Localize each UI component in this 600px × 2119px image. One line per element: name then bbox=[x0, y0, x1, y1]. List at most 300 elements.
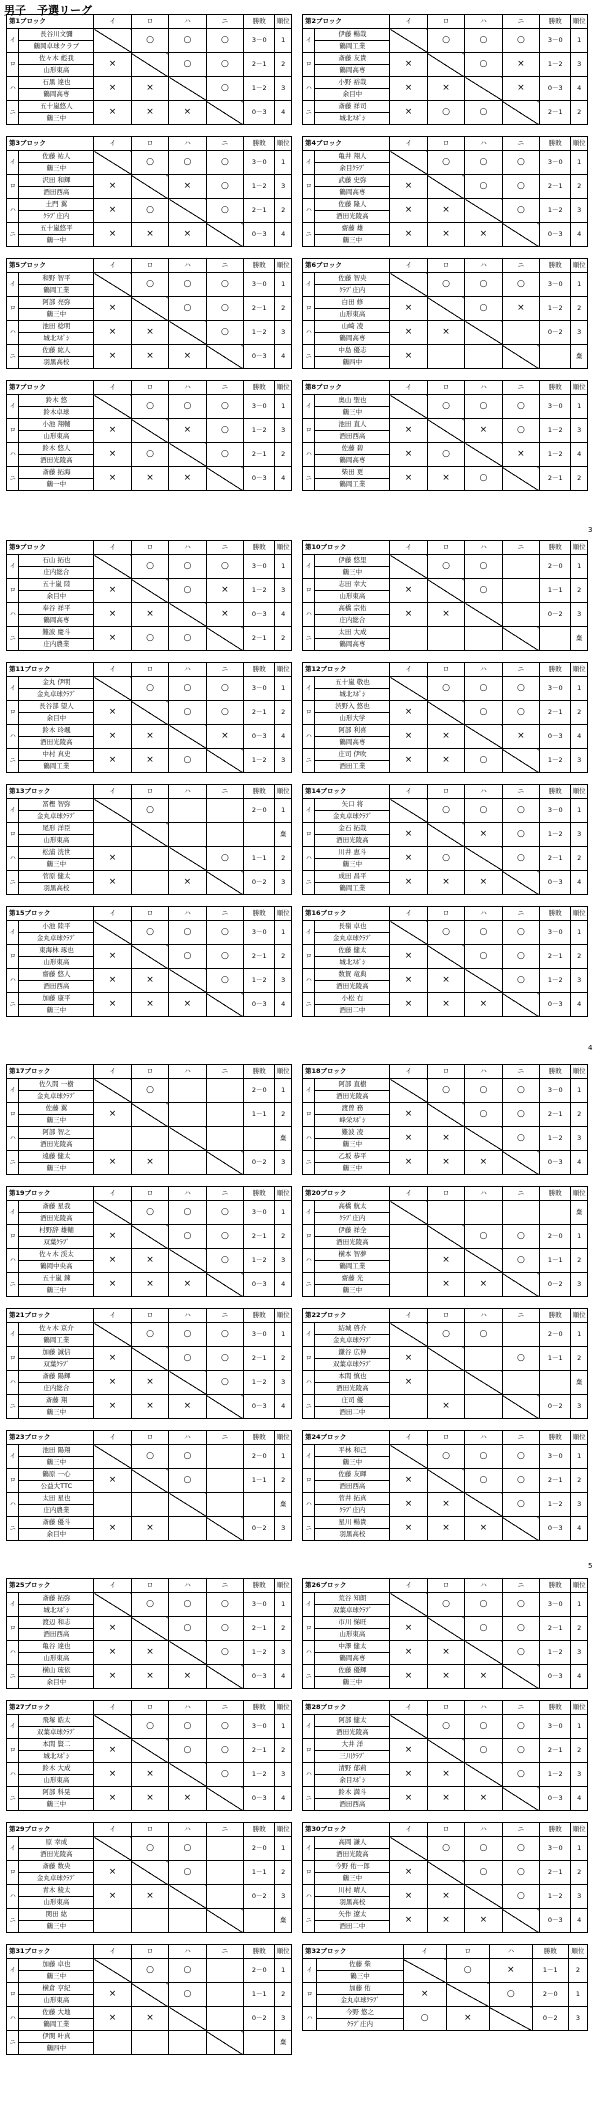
self-cell bbox=[465, 443, 502, 467]
header-record: 勝敗 bbox=[244, 663, 275, 677]
match-result bbox=[131, 223, 168, 247]
header-col: ハ bbox=[169, 1945, 206, 1959]
rank: 棄 bbox=[571, 1371, 588, 1395]
win-loss: 3－0 bbox=[540, 677, 571, 701]
header-col: ハ bbox=[489, 1945, 532, 1959]
block-name: 第18ブロック bbox=[303, 1065, 390, 1079]
header-col: ロ bbox=[427, 137, 464, 151]
match-result bbox=[206, 297, 243, 321]
row-label: ハ bbox=[7, 847, 19, 871]
result-mark: × bbox=[517, 449, 525, 459]
result-mark: ○ bbox=[442, 1843, 450, 1853]
header-col: イ bbox=[94, 1309, 131, 1323]
row-label: イ bbox=[303, 1079, 315, 1103]
match-result bbox=[465, 1445, 502, 1469]
player-name: 五十嵐 錬 bbox=[19, 1273, 94, 1285]
header-col: ニ bbox=[206, 1187, 243, 1201]
block-name: 第3ブロック bbox=[7, 137, 94, 151]
win-loss: 0－2 bbox=[244, 1517, 275, 1541]
row-label: ハ bbox=[7, 1641, 19, 1665]
self-cell bbox=[94, 921, 131, 945]
result-mark: ○ bbox=[442, 1451, 450, 1461]
match-result bbox=[94, 1469, 131, 1493]
match-result bbox=[465, 945, 502, 969]
rank: 3 bbox=[275, 1249, 292, 1273]
row-label: ハ bbox=[7, 1249, 19, 1273]
player-club: 城北ｽﾎﾟｼ bbox=[315, 957, 390, 969]
block-name: 第12ブロック bbox=[303, 663, 390, 677]
header-col: ニ bbox=[206, 907, 243, 921]
result-mark: ○ bbox=[146, 633, 154, 643]
rank: 3 bbox=[275, 749, 292, 773]
player-club: 酒田光陵高 bbox=[315, 1237, 390, 1249]
self-cell bbox=[390, 1201, 427, 1225]
player-name: 伊藤 暢哉 bbox=[315, 29, 390, 41]
result-mark: ○ bbox=[442, 927, 450, 937]
rank: 3 bbox=[275, 1641, 292, 1665]
player-club: 鶴三中 bbox=[19, 1115, 94, 1127]
match-result bbox=[206, 1861, 243, 1885]
result-mark: ○ bbox=[442, 683, 450, 693]
win-loss: 2－1 bbox=[540, 101, 571, 125]
match-result bbox=[206, 1885, 243, 1909]
row-label: ロ bbox=[303, 297, 315, 321]
match-result bbox=[465, 223, 502, 247]
self-cell bbox=[502, 627, 539, 651]
result-mark: × bbox=[404, 853, 413, 863]
match-result bbox=[169, 395, 206, 419]
match-result bbox=[169, 1715, 206, 1739]
result-mark: ○ bbox=[183, 1843, 192, 1853]
row-label: イ bbox=[7, 1079, 19, 1103]
result-mark: ○ bbox=[516, 927, 525, 937]
rank: 棄 bbox=[571, 627, 588, 651]
match-result bbox=[169, 749, 206, 773]
result-mark: × bbox=[108, 1157, 117, 1167]
self-cell bbox=[169, 1763, 206, 1787]
player-name: 阿部 亮弥 bbox=[19, 297, 94, 309]
match-result bbox=[169, 101, 206, 125]
match-result bbox=[94, 1861, 131, 1885]
row-label: イ bbox=[303, 395, 315, 419]
result-mark: ○ bbox=[183, 1867, 192, 1877]
header-rank: 順位 bbox=[571, 1701, 588, 1715]
rank: 2 bbox=[571, 297, 588, 321]
block-table bbox=[6, 1700, 292, 1811]
win-loss: 1－2 bbox=[540, 443, 571, 467]
row-label: イ bbox=[7, 151, 19, 175]
self-cell bbox=[94, 1593, 131, 1617]
win-loss: 3－0 bbox=[540, 1593, 571, 1617]
win-loss: 2－1 bbox=[244, 53, 275, 77]
win-loss: 2－1 bbox=[244, 297, 275, 321]
player-club: 鶴岡工業 bbox=[19, 2019, 94, 2031]
result-mark: × bbox=[442, 877, 450, 887]
header-col: ロ bbox=[427, 663, 464, 677]
match-result bbox=[502, 1445, 539, 1469]
match-result bbox=[94, 1225, 131, 1249]
win-loss: 0－3 bbox=[244, 603, 275, 627]
match-result bbox=[427, 749, 464, 773]
header-record: 勝敗 bbox=[540, 137, 571, 151]
self-cell bbox=[131, 1861, 168, 1885]
header-rank: 順位 bbox=[275, 1945, 292, 1959]
result-mark: ○ bbox=[220, 1599, 229, 1609]
match-result bbox=[206, 1445, 243, 1469]
header-col: ニ bbox=[206, 785, 243, 799]
rank: 3 bbox=[571, 1885, 588, 1909]
self-cell bbox=[390, 151, 427, 175]
player-club: 鶴三中 bbox=[19, 1799, 94, 1811]
match-result bbox=[502, 1225, 539, 1249]
header-col: ロ bbox=[427, 1701, 464, 1715]
result-mark: ○ bbox=[183, 1745, 192, 1755]
player-name: 阿部 智之 bbox=[19, 1127, 94, 1139]
match-result bbox=[427, 101, 464, 125]
self-cell bbox=[427, 579, 464, 603]
result-mark: ○ bbox=[183, 1623, 192, 1633]
result-mark: × bbox=[146, 1157, 154, 1167]
result-mark: ○ bbox=[183, 303, 192, 313]
result-mark: × bbox=[404, 1915, 413, 1925]
player-club: 鶴岡工業 bbox=[315, 1261, 390, 1273]
row-label: イ bbox=[7, 677, 19, 701]
win-loss: 3－0 bbox=[540, 273, 571, 297]
row-label: ロ bbox=[7, 579, 19, 603]
page-title: 男子 予選リーグ bbox=[4, 4, 92, 17]
match-result bbox=[390, 345, 427, 369]
match-result bbox=[502, 199, 539, 223]
rank: 2 bbox=[571, 1469, 588, 1493]
player-name: 遠藤 健太 bbox=[19, 1151, 94, 1163]
result-mark: × bbox=[404, 449, 413, 459]
self-cell bbox=[465, 1641, 502, 1665]
player-name: 今野 悠之 bbox=[317, 2007, 403, 2019]
win-loss: 3－0 bbox=[540, 29, 571, 53]
row-label: ロ bbox=[7, 1861, 19, 1885]
header-col: イ bbox=[390, 785, 427, 799]
match-result bbox=[94, 77, 131, 101]
header-record: 勝敗 bbox=[540, 1309, 571, 1323]
player-name: 小松 右 bbox=[315, 993, 390, 1005]
header-col: ロ bbox=[131, 1431, 168, 1445]
rank: 3 bbox=[571, 1763, 588, 1787]
rank: 2 bbox=[275, 199, 292, 223]
match-result bbox=[131, 77, 168, 101]
result-mark: × bbox=[183, 181, 192, 191]
match-result bbox=[169, 1151, 206, 1175]
header-col: ニ bbox=[206, 1309, 243, 1323]
self-cell bbox=[465, 1371, 502, 1395]
match-result bbox=[427, 223, 464, 247]
match-result bbox=[94, 2007, 131, 2031]
rank: 4 bbox=[571, 443, 588, 467]
player-club: 鶴四中 bbox=[19, 2043, 94, 2055]
league-block bbox=[6, 1944, 292, 2055]
match-result bbox=[169, 1983, 206, 2007]
match-result bbox=[465, 1861, 502, 1885]
win-loss: 0－2 bbox=[244, 2007, 275, 2031]
win-loss: 2－1 bbox=[540, 1861, 571, 1885]
match-result bbox=[502, 725, 539, 749]
rank: 1 bbox=[571, 1715, 588, 1739]
self-cell bbox=[169, 2007, 206, 2031]
result-mark: × bbox=[479, 1915, 488, 1925]
match-result bbox=[465, 799, 502, 823]
result-mark: ○ bbox=[479, 585, 488, 595]
result-mark: ○ bbox=[220, 279, 229, 289]
win-loss: 0－3 bbox=[244, 467, 275, 491]
win-loss: 1－2 bbox=[244, 77, 275, 101]
result-mark: ○ bbox=[220, 401, 229, 411]
result-mark: × bbox=[442, 205, 450, 215]
result-mark: ○ bbox=[516, 1745, 525, 1755]
block-name: 第25ブロック bbox=[7, 1579, 94, 1593]
result-mark: × bbox=[146, 609, 154, 619]
block-table bbox=[302, 1944, 588, 2031]
result-mark: ○ bbox=[146, 35, 154, 45]
self-cell bbox=[427, 419, 464, 443]
row-label: ロ bbox=[7, 1983, 19, 2007]
header-record: 勝敗 bbox=[244, 381, 275, 395]
match-result bbox=[94, 345, 131, 369]
match-result bbox=[131, 1249, 168, 1273]
result-mark: ○ bbox=[479, 157, 488, 167]
match-result bbox=[169, 2031, 206, 2055]
row-label: ロ bbox=[7, 297, 19, 321]
result-mark: ○ bbox=[479, 181, 488, 191]
match-result bbox=[206, 823, 243, 847]
win-loss: 1－1 bbox=[532, 1959, 568, 1983]
header-col: イ bbox=[94, 15, 131, 29]
player-club: 鶴岡中央高 bbox=[19, 1261, 94, 1273]
player-club: 山形東高 bbox=[19, 65, 94, 77]
win-loss bbox=[244, 1493, 275, 1517]
header-rank: 順位 bbox=[571, 541, 588, 555]
match-result bbox=[427, 1249, 464, 1273]
match-result bbox=[206, 1127, 243, 1151]
win-loss: 2－1 bbox=[540, 945, 571, 969]
player-name: 阿部 利喜 bbox=[315, 725, 390, 737]
result-mark: ○ bbox=[183, 561, 192, 571]
player-club: 山形東高 bbox=[19, 1897, 94, 1909]
result-mark: × bbox=[404, 1109, 413, 1119]
player-club: 金丸卓球ｸﾗﾌﾞ bbox=[19, 811, 94, 823]
self-cell bbox=[169, 1127, 206, 1151]
player-name: 鈴木 玲颯 bbox=[19, 725, 94, 737]
player-name: 清野 郁莉 bbox=[315, 1763, 390, 1775]
match-result bbox=[169, 175, 206, 199]
row-label: イ bbox=[7, 395, 19, 419]
row-label: ニ bbox=[303, 871, 315, 895]
rank: 3 bbox=[571, 1395, 588, 1419]
result-mark: × bbox=[108, 473, 117, 483]
player-club: 鶴三中 bbox=[19, 1921, 94, 1933]
self-cell bbox=[169, 1885, 206, 1909]
self-cell bbox=[465, 1127, 502, 1151]
result-mark: × bbox=[404, 877, 413, 887]
result-mark: × bbox=[404, 1157, 413, 1167]
header-col: ロ bbox=[427, 541, 464, 555]
header-col: ハ bbox=[169, 1431, 206, 1445]
win-loss: 0－2 bbox=[540, 321, 571, 345]
result-mark: × bbox=[479, 999, 488, 1009]
header-record: 勝敗 bbox=[244, 907, 275, 921]
self-cell bbox=[502, 1517, 539, 1541]
header-col: イ bbox=[390, 259, 427, 273]
result-mark: × bbox=[507, 1965, 515, 1975]
row-label: ニ bbox=[303, 1273, 315, 1297]
match-result bbox=[94, 2031, 131, 2055]
result-mark: × bbox=[108, 951, 117, 961]
block-table bbox=[6, 1578, 292, 1689]
self-cell bbox=[427, 53, 464, 77]
match-result bbox=[489, 1959, 532, 1983]
rank: 4 bbox=[275, 603, 292, 627]
header-col: ニ bbox=[502, 1823, 539, 1837]
result-mark: ○ bbox=[183, 585, 192, 595]
row-label: イ bbox=[7, 555, 19, 579]
match-result bbox=[390, 847, 427, 871]
match-result bbox=[465, 1323, 502, 1347]
match-result bbox=[427, 1885, 464, 1909]
match-result bbox=[94, 223, 131, 247]
win-loss: 1－2 bbox=[244, 969, 275, 993]
result-mark: × bbox=[108, 1401, 117, 1411]
player-club: 鶴岡工業 bbox=[315, 883, 390, 895]
result-mark: × bbox=[108, 731, 117, 741]
player-club: 鶴岡工業 bbox=[19, 761, 94, 773]
match-result bbox=[390, 1763, 427, 1787]
header-col: イ bbox=[94, 1065, 131, 1079]
row-label: ハ bbox=[7, 443, 19, 467]
player-club: 余目中 bbox=[19, 1529, 94, 1541]
header-col: ハ bbox=[169, 907, 206, 921]
result-mark: ○ bbox=[516, 1891, 525, 1901]
header-col: ロ bbox=[131, 1579, 168, 1593]
rank: 3 bbox=[571, 53, 588, 77]
result-mark: × bbox=[517, 83, 525, 93]
header-col: ハ bbox=[169, 1579, 206, 1593]
header-col: ハ bbox=[169, 381, 206, 395]
player-club: 羽黒高校 bbox=[315, 1897, 390, 1909]
self-cell bbox=[427, 1739, 464, 1763]
win-loss bbox=[244, 1909, 275, 1933]
header-col: ニ bbox=[206, 15, 243, 29]
result-mark: ○ bbox=[183, 401, 192, 411]
row-label: ロ bbox=[7, 945, 19, 969]
block-table bbox=[302, 1430, 588, 1541]
match-result bbox=[465, 555, 502, 579]
header-col: ハ bbox=[465, 137, 502, 151]
match-result bbox=[206, 799, 243, 823]
match-result bbox=[390, 199, 427, 223]
self-cell bbox=[131, 419, 168, 443]
result-mark: ○ bbox=[146, 927, 154, 937]
header-col: ハ bbox=[169, 663, 206, 677]
win-loss: 3－0 bbox=[244, 273, 275, 297]
result-mark: ○ bbox=[220, 35, 229, 45]
win-loss: 0－3 bbox=[244, 1395, 275, 1419]
match-result bbox=[131, 1201, 168, 1225]
rank: 2 bbox=[571, 945, 588, 969]
player-club: 鶴三中 bbox=[315, 1285, 390, 1297]
result-mark: × bbox=[404, 181, 413, 191]
result-mark: × bbox=[404, 1523, 413, 1533]
league-block bbox=[6, 540, 292, 651]
rank: 3 bbox=[571, 199, 588, 223]
result-mark: ○ bbox=[516, 279, 525, 289]
result-mark: ○ bbox=[220, 1353, 229, 1363]
match-result bbox=[502, 1347, 539, 1371]
self-cell bbox=[390, 1715, 427, 1739]
result-mark: × bbox=[108, 59, 117, 69]
result-mark: ○ bbox=[220, 205, 229, 215]
win-loss: 2－1 bbox=[244, 1225, 275, 1249]
header-col: ニ bbox=[502, 1701, 539, 1715]
win-loss: 2－0 bbox=[540, 1225, 571, 1249]
block-table bbox=[302, 784, 588, 895]
row-label: ニ bbox=[7, 749, 19, 773]
result-mark: ○ bbox=[183, 683, 192, 693]
match-result bbox=[465, 579, 502, 603]
win-loss: 3－0 bbox=[244, 677, 275, 701]
result-mark: × bbox=[108, 1891, 117, 1901]
match-result bbox=[390, 223, 427, 247]
match-result bbox=[206, 847, 243, 871]
self-cell bbox=[206, 627, 243, 651]
match-result bbox=[131, 1127, 168, 1151]
rank: 2 bbox=[571, 1347, 588, 1371]
result-mark: ○ bbox=[479, 755, 488, 765]
block-name: 第17ブロック bbox=[7, 1065, 94, 1079]
row-label: ハ bbox=[303, 1763, 315, 1787]
self-cell bbox=[502, 993, 539, 1017]
result-mark: × bbox=[183, 1401, 192, 1411]
header-rank: 順位 bbox=[571, 259, 588, 273]
result-mark: ○ bbox=[183, 1207, 192, 1217]
win-loss: 2－0 bbox=[532, 1983, 568, 2007]
win-loss: 0－2 bbox=[532, 2007, 568, 2031]
match-result bbox=[94, 1347, 131, 1371]
result-mark: ○ bbox=[479, 473, 488, 483]
header-col: イ bbox=[390, 1187, 427, 1201]
match-result bbox=[206, 725, 243, 749]
result-mark: × bbox=[517, 731, 525, 741]
result-mark: × bbox=[108, 999, 117, 1009]
player-club: 鶴三中 bbox=[317, 1971, 403, 1983]
player-name: 沢田 和輝 bbox=[19, 175, 94, 187]
self-cell bbox=[502, 223, 539, 247]
result-mark: × bbox=[517, 59, 525, 69]
rank: 3 bbox=[275, 175, 292, 199]
result-mark: ○ bbox=[479, 1475, 488, 1485]
block-name: 第23ブロック bbox=[7, 1431, 94, 1445]
result-mark: ○ bbox=[183, 1329, 192, 1339]
win-loss: 2－1 bbox=[540, 701, 571, 725]
match-result bbox=[169, 993, 206, 1017]
result-mark: ○ bbox=[146, 205, 154, 215]
match-result bbox=[427, 1395, 464, 1419]
self-cell bbox=[465, 1249, 502, 1273]
result-mark: × bbox=[479, 1157, 488, 1167]
result-mark: ○ bbox=[516, 1231, 525, 1241]
header-col: ハ bbox=[169, 785, 206, 799]
match-result bbox=[427, 1787, 464, 1811]
result-mark: × bbox=[146, 755, 154, 765]
match-result bbox=[131, 677, 168, 701]
result-mark: × bbox=[442, 1523, 450, 1533]
